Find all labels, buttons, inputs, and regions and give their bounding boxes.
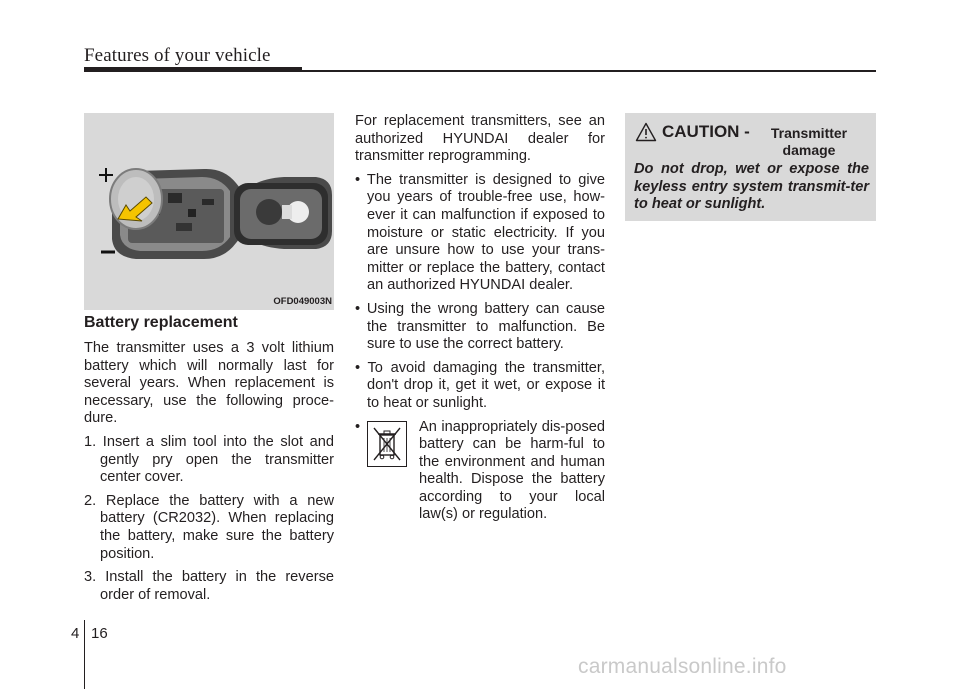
note-bullet: • To avoid damaging the transmitter, don't drop it, get it wet, or expose it to heat or sunlight. (355, 359, 605, 411)
note-bullet: • Using the wrong battery can cause the transmitter to malfunction. Be sure to use the correct battery. (355, 300, 605, 353)
battery-step: 1. Insert a slim tool into the slot and gently pry open the transmitter center cover. (84, 433, 334, 486)
caution-header (635, 121, 870, 161)
transmitter-battery-photo (84, 113, 334, 310)
page-number: 16 (91, 625, 108, 642)
caution-box (625, 113, 876, 221)
chapter-number: 4 (71, 625, 80, 642)
note-bullet: • The transmitter is designed to give you years of trouble-free use, how-ever it can malfunction if exposed to moisture or static electricity. If you are unsure how to use your trans-mitter or replace the battery, contact an authorized HYUNDAI dealer. (355, 171, 605, 294)
transmitter-notes-list (355, 172, 605, 413)
battery-replacement-heading: Battery replacement (84, 314, 238, 331)
warning-triangle-icon (635, 122, 657, 142)
disposal-text: An inappropriately dis-posed battery can be harm-ful to the environment and human health. Dispose the battery according to your local law(s) or regulation. (419, 418, 605, 523)
caution-title: Transmitter damage (770, 125, 848, 158)
header-rule-thick (84, 67, 302, 72)
transmitter-notes-section (355, 113, 605, 524)
page-number-divider (84, 620, 85, 689)
caution-body-text: Do not drop, wet or expose the keyless entry system transmit-ter to heat or sunlight. (634, 161, 869, 213)
disposal-bullet: • (355, 418, 361, 435)
replacement-transmitter-paragraph: For replacement transmitters, see an authorized HYUNDAI dealer for transmitter reprogramming. (355, 113, 605, 165)
site-watermark: carmanualsonline.info (578, 655, 787, 678)
crossed-bin-icon (367, 421, 407, 467)
battery-disposal-note (355, 419, 605, 525)
battery-steps-list (84, 434, 334, 604)
battery-intro-paragraph: The transmitter uses a 3 volt lithium battery which will normally last for several years. When replacement is necessary, use the following proce-dure. (84, 340, 334, 427)
caution-label: CAUTION - (662, 122, 750, 141)
header-rule-thin (302, 70, 876, 72)
page-header-title: Features of your vehicle (84, 45, 271, 66)
battery-step: 2. Replace the battery with a new battery (CR2032). When replacing the battery, make sure the battery position. (84, 492, 334, 562)
battery-replacement-section (84, 314, 334, 610)
transmitter-illustration (84, 113, 334, 310)
figure-code: OFD049003N (273, 296, 332, 307)
battery-step: 3. Install the battery in the reverse order of removal. (84, 569, 334, 603)
